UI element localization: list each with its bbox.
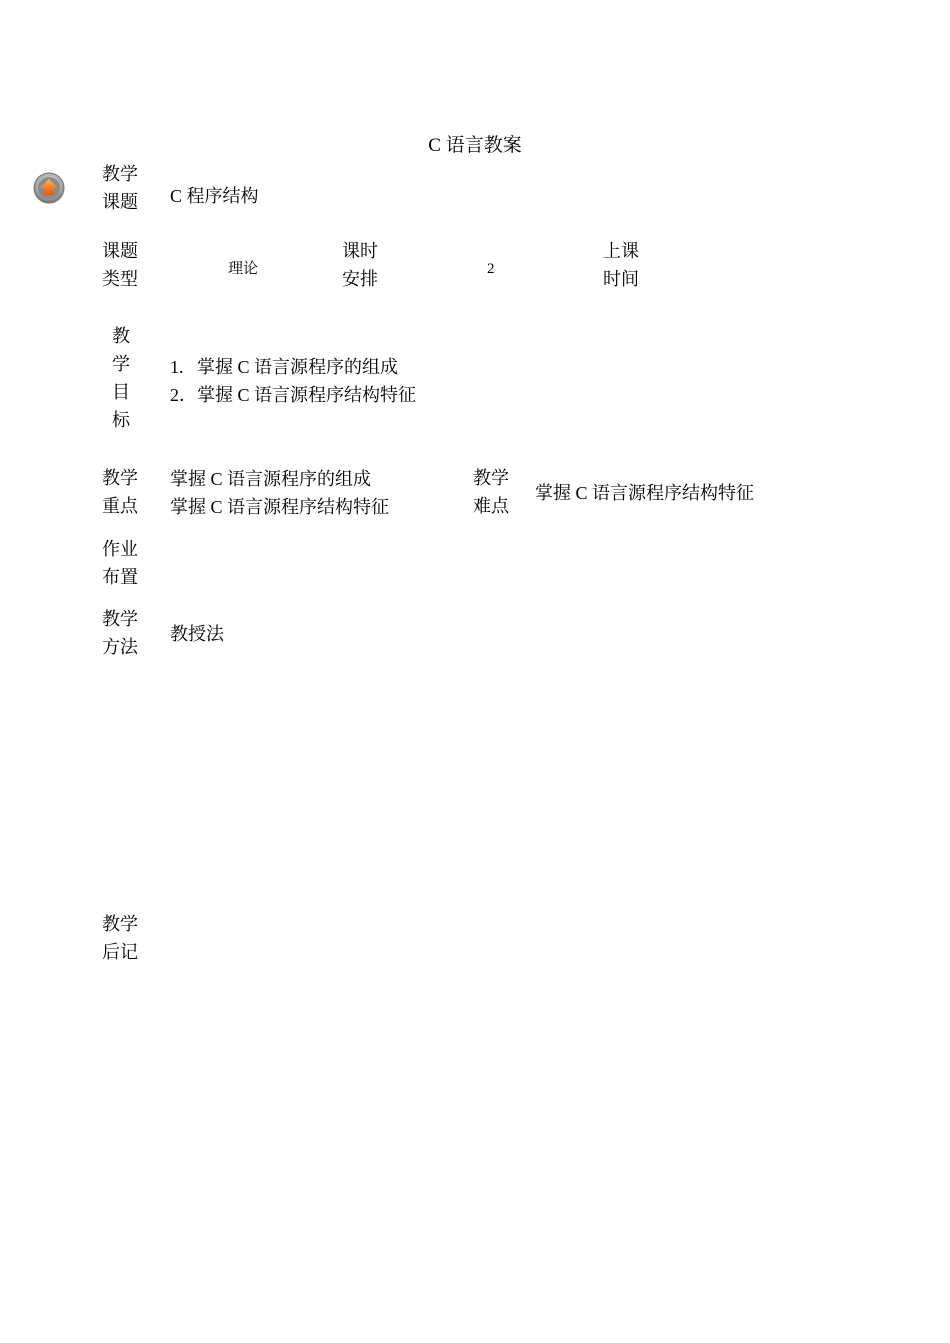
topic-value: C 程序结构 [170,186,259,206]
difficulty-value: 掌握 C 语言源程序结构特征 [535,483,755,503]
topic-label: 教学 课题 [102,164,138,213]
class-time-label: 上课 时间 [603,241,639,290]
focus-value [170,465,389,521]
difficulty-label: 教学 难点 [473,468,509,517]
home-icon[interactable] [33,172,65,204]
course-type-label: 课题 类型 [102,241,138,290]
focus-line: 掌握 C 语言源程序的组成 [170,469,372,489]
document-title: C 语言教案 [428,135,522,156]
goals-list [170,353,416,409]
method-label: 教学 方法 [102,609,138,658]
class-hours-label: 课时 安排 [342,241,378,290]
focus-label: 教学 重点 [102,468,138,517]
goal-item: 2．掌握 C 语言源程序结构特征 [170,385,417,405]
method-value: 教授法 [170,624,224,644]
focus-line: 掌握 C 语言源程序结构特征 [170,497,390,517]
goals-label: 教 学 目 标 [112,326,130,431]
goal-item: 1. 掌握 C 语言源程序的组成 [170,357,399,377]
class-hours-value: 2 [487,261,495,277]
homework-label: 作业 布置 [102,539,138,588]
reflection-label: 教学 后记 [102,914,138,963]
course-type-value: 理论 [228,261,259,277]
